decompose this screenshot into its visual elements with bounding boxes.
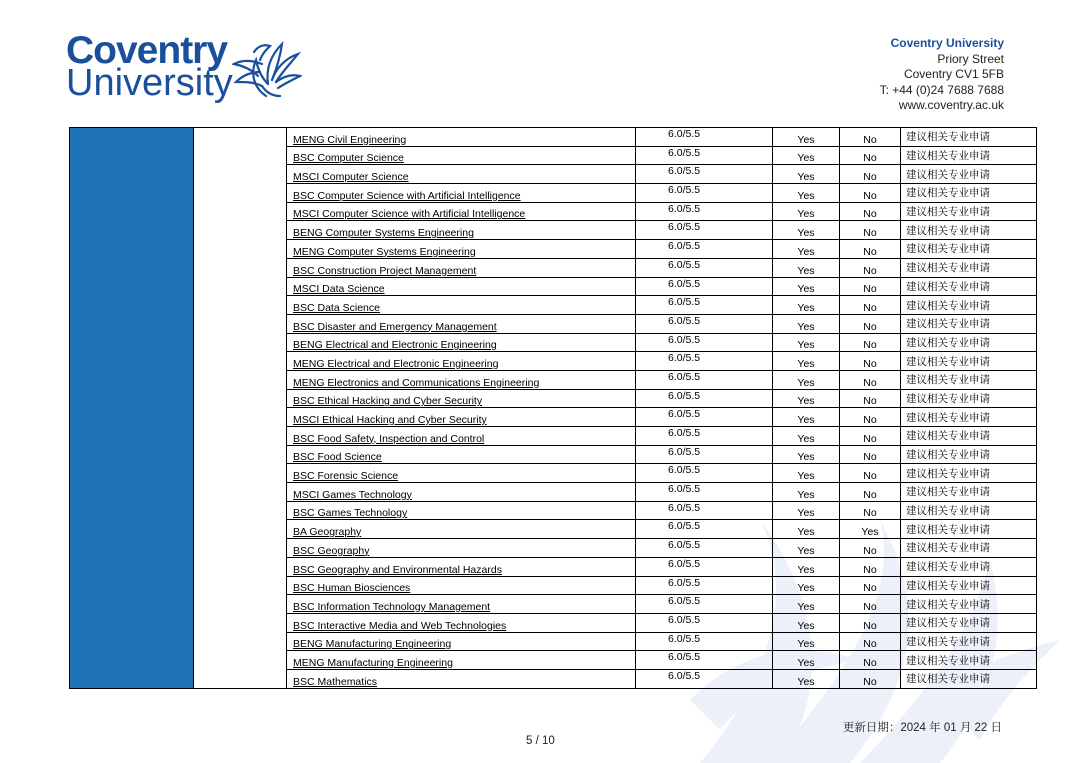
course-name: BSC Forensic Science bbox=[293, 470, 399, 483]
ielts-cell: 6.0/5.5 bbox=[636, 296, 773, 315]
course-name: BSC Computer Science with Artificial Intelligence bbox=[293, 189, 521, 202]
ielts-cell: 6.0/5.5 bbox=[636, 427, 773, 446]
pre-sessional-cell: No bbox=[840, 651, 901, 670]
foundation-cell: Yes bbox=[773, 408, 840, 427]
course-cell bbox=[287, 520, 636, 539]
ielts-cell: 6.0/5.5 bbox=[636, 352, 773, 371]
note-cell: 建议相关专业申请 bbox=[901, 576, 1037, 595]
note-cell: 建议相关专业申请 bbox=[901, 128, 1037, 147]
course-name: BSC Ethical Hacking and Cyber Security bbox=[293, 395, 483, 408]
foundation-cell: Yes bbox=[773, 613, 840, 632]
course-cell bbox=[287, 613, 636, 632]
note-cell: 建议相关专业申请 bbox=[901, 202, 1037, 221]
pre-sessional-cell: No bbox=[840, 184, 901, 203]
foundation-cell: Yes bbox=[773, 370, 840, 389]
ielts-cell: 6.0/5.5 bbox=[636, 651, 773, 670]
pre-sessional-cell: No bbox=[840, 613, 901, 632]
course-cell bbox=[287, 669, 636, 688]
ielts-cell: 6.0/5.5 bbox=[636, 240, 773, 259]
course-cell bbox=[287, 352, 636, 371]
foundation-cell: Yes bbox=[773, 651, 840, 670]
logo-text-university: University bbox=[66, 62, 233, 104]
pre-sessional-cell: No bbox=[840, 240, 901, 259]
foundation-cell: Yes bbox=[773, 146, 840, 165]
course-cell bbox=[287, 389, 636, 408]
note-cell: 建议相关专业申请 bbox=[901, 520, 1037, 539]
pre-sessional-cell: No bbox=[840, 408, 901, 427]
note-cell: 建议相关专业申请 bbox=[901, 352, 1037, 371]
course-name: BSC Computer Science bbox=[293, 152, 404, 165]
pre-sessional-cell: No bbox=[840, 501, 901, 520]
note-cell: 建议相关专业申请 bbox=[901, 333, 1037, 352]
foundation-cell: Yes bbox=[773, 184, 840, 203]
foundation-cell: Yes bbox=[773, 576, 840, 595]
foundation-cell: Yes bbox=[773, 464, 840, 483]
course-name: BSC Information Technology Management bbox=[293, 600, 491, 613]
note-cell: 建议相关专业申请 bbox=[901, 146, 1037, 165]
course-name: MENG Computer Systems Engineering bbox=[293, 245, 476, 258]
pre-sessional-cell: No bbox=[840, 539, 901, 558]
empty-side-cell bbox=[194, 128, 287, 689]
course-cell bbox=[287, 184, 636, 203]
pre-sessional-cell: No bbox=[840, 202, 901, 221]
note-cell: 建议相关专业申请 bbox=[901, 258, 1037, 277]
course-name: BSC Food Science bbox=[293, 451, 382, 464]
course-cell bbox=[287, 539, 636, 558]
note-cell: 建议相关专业申请 bbox=[901, 445, 1037, 464]
course-cell bbox=[287, 408, 636, 427]
course-name: MSCI Ethical Hacking and Cyber Security bbox=[293, 414, 487, 426]
note-cell: 建议相关专业申请 bbox=[901, 240, 1037, 259]
course-name: BSC Human Biosciences bbox=[293, 582, 411, 595]
course-name: BSC Data Science bbox=[293, 301, 380, 314]
pre-sessional-cell: No bbox=[840, 389, 901, 408]
ielts-cell: 6.0/5.5 bbox=[636, 202, 773, 221]
pre-sessional-cell: No bbox=[840, 165, 901, 184]
course-name: BENG Computer Systems Engineering bbox=[293, 227, 474, 240]
pre-sessional-cell: No bbox=[840, 333, 901, 352]
course-cell bbox=[287, 576, 636, 595]
note-cell: 建议相关专业申请 bbox=[901, 632, 1037, 651]
ielts-cell: 6.0/5.5 bbox=[636, 370, 773, 389]
course-cell bbox=[287, 146, 636, 165]
ielts-cell: 6.0/5.5 bbox=[636, 408, 773, 427]
ielts-cell: 6.0/5.5 bbox=[636, 595, 773, 614]
foundation-cell: Yes bbox=[773, 314, 840, 333]
course-cell bbox=[287, 651, 636, 670]
foundation-cell: Yes bbox=[773, 333, 840, 352]
note-cell: 建议相关专业申请 bbox=[901, 464, 1037, 483]
ielts-cell: 6.0/5.5 bbox=[636, 669, 773, 688]
foundation-cell: Yes bbox=[773, 258, 840, 277]
course-cell bbox=[287, 464, 636, 483]
course-cell bbox=[287, 258, 636, 277]
course-name: BENG Manufacturing Engineering bbox=[293, 638, 452, 651]
note-cell: 建议相关专业申请 bbox=[901, 557, 1037, 576]
ielts-cell: 6.0/5.5 bbox=[636, 501, 773, 520]
ielts-cell: 6.0/5.5 bbox=[636, 277, 773, 296]
course-cell bbox=[287, 445, 636, 464]
pre-sessional-cell: Yes bbox=[840, 520, 901, 539]
course-table bbox=[69, 127, 1037, 689]
note-cell: 建议相关专业申请 bbox=[901, 427, 1037, 446]
pre-sessional-cell: No bbox=[840, 557, 901, 576]
course-name: MSCI Data Science bbox=[293, 283, 385, 296]
note-cell: 建议相关专业申请 bbox=[901, 370, 1037, 389]
course-name: BSC Geography and Environmental Hazards bbox=[293, 563, 502, 576]
foundation-cell: Yes bbox=[773, 128, 840, 147]
ielts-cell: 6.0/5.5 bbox=[636, 165, 773, 184]
course-name: BSC Construction Project Management bbox=[293, 264, 477, 277]
ielts-cell: 6.0/5.5 bbox=[636, 333, 773, 352]
course-cell bbox=[287, 501, 636, 520]
course-cell bbox=[287, 202, 636, 221]
address-block bbox=[880, 36, 1004, 114]
course-name: BSC Interactive Media and Web Technologies bbox=[293, 619, 507, 632]
course-name: MSCI Computer Science bbox=[293, 171, 409, 184]
note-cell: 建议相关专业申请 bbox=[901, 408, 1037, 427]
foundation-cell: Yes bbox=[773, 389, 840, 408]
course-name: BENG Electrical and Electronic Engineering bbox=[293, 339, 497, 352]
course-cell bbox=[287, 221, 636, 240]
note-cell: 建议相关专业申请 bbox=[901, 595, 1037, 614]
ielts-cell: 6.0/5.5 bbox=[636, 221, 773, 240]
ielts-cell: 6.0/5.5 bbox=[636, 576, 773, 595]
foundation-cell: Yes bbox=[773, 483, 840, 502]
ielts-cell: 6.0/5.5 bbox=[636, 258, 773, 277]
course-cell bbox=[287, 296, 636, 315]
coventry-university-logo bbox=[66, 29, 233, 104]
course-name: MENG Electronics and Communications Engineering bbox=[293, 376, 540, 389]
note-cell: 建议相关专业申请 bbox=[901, 389, 1037, 408]
course-name: BSC Disaster and Emergency Management bbox=[293, 320, 497, 333]
course-name: MENG Electrical and Electronic Engineering bbox=[293, 357, 499, 370]
ielts-cell: 6.0/5.5 bbox=[636, 128, 773, 147]
note-cell: 建议相关专业申请 bbox=[901, 277, 1037, 296]
pre-sessional-cell: No bbox=[840, 669, 901, 688]
ielts-cell: 6.0/5.5 bbox=[636, 483, 773, 502]
foundation-cell: Yes bbox=[773, 595, 840, 614]
note-cell: 建议相关专业申请 bbox=[901, 613, 1037, 632]
note-cell: 建议相关专业申请 bbox=[901, 314, 1037, 333]
ielts-cell: 6.0/5.5 bbox=[636, 557, 773, 576]
course-cell bbox=[287, 427, 636, 446]
ielts-cell: 6.0/5.5 bbox=[636, 613, 773, 632]
address-city: Coventry CV1 5FB bbox=[903, 67, 1004, 81]
course-name: BSC Games Technology bbox=[293, 507, 408, 520]
course-cell bbox=[287, 128, 636, 147]
pre-sessional-cell: No bbox=[840, 632, 901, 651]
foundation-cell: Yes bbox=[773, 445, 840, 464]
course-name: MENG Civil Engineering bbox=[293, 133, 407, 146]
pre-sessional-cell: No bbox=[840, 483, 901, 502]
note-cell: 建议相关专业申请 bbox=[901, 184, 1037, 203]
foundation-cell: Yes bbox=[773, 277, 840, 296]
page-number: 5 / 10 bbox=[526, 735, 555, 747]
ielts-cell: 6.0/5.5 bbox=[636, 146, 773, 165]
ielts-cell: 6.0/5.5 bbox=[636, 314, 773, 333]
ielts-cell: 6.0/5.5 bbox=[636, 539, 773, 558]
foundation-cell: Yes bbox=[773, 669, 840, 688]
note-cell: 建议相关专业申请 bbox=[901, 501, 1037, 520]
pre-sessional-cell: No bbox=[840, 221, 901, 240]
logo-text-coventry: Coventry bbox=[66, 29, 228, 72]
course-cell bbox=[287, 595, 636, 614]
foundation-cell: Yes bbox=[773, 632, 840, 651]
table-row bbox=[70, 128, 1037, 147]
address-website[interactable]: www.coventry.ac.uk bbox=[898, 98, 1004, 112]
ielts-cell: 6.0/5.5 bbox=[636, 520, 773, 539]
foundation-cell: Yes bbox=[773, 557, 840, 576]
pre-sessional-cell: No bbox=[840, 296, 901, 315]
foundation-cell: Yes bbox=[773, 240, 840, 259]
foundation-cell: Yes bbox=[773, 520, 840, 539]
address-phone: T: +44 (0)24 7688 7688 bbox=[879, 82, 1004, 97]
pre-sessional-cell: No bbox=[840, 258, 901, 277]
note-cell: 建议相关专业申请 bbox=[901, 165, 1037, 184]
course-cell bbox=[287, 483, 636, 502]
blue-side-cell bbox=[70, 128, 194, 689]
address-street: Priory Street bbox=[937, 51, 1004, 66]
pre-sessional-cell: No bbox=[840, 352, 901, 371]
pre-sessional-cell: No bbox=[840, 576, 901, 595]
course-name: BA Geography bbox=[293, 526, 362, 539]
pre-sessional-cell: No bbox=[840, 595, 901, 614]
course-name: BSC Mathematics bbox=[293, 675, 378, 688]
course-cell bbox=[287, 333, 636, 352]
pre-sessional-cell: No bbox=[840, 464, 901, 483]
ielts-cell: 6.0/5.5 bbox=[636, 632, 773, 651]
note-cell: 建议相关专业申请 bbox=[901, 221, 1037, 240]
course-cell bbox=[287, 632, 636, 651]
pre-sessional-cell: No bbox=[840, 445, 901, 464]
pre-sessional-cell: No bbox=[840, 370, 901, 389]
note-cell: 建议相关专业申请 bbox=[901, 483, 1037, 502]
foundation-cell: Yes bbox=[773, 501, 840, 520]
foundation-cell: Yes bbox=[773, 352, 840, 371]
foundation-cell: Yes bbox=[773, 539, 840, 558]
ielts-cell: 6.0/5.5 bbox=[636, 464, 773, 483]
course-cell bbox=[287, 314, 636, 333]
pre-sessional-cell: No bbox=[840, 128, 901, 147]
course-cell bbox=[287, 277, 636, 296]
pre-sessional-cell: No bbox=[840, 314, 901, 333]
course-table-container bbox=[69, 127, 1037, 689]
course-name: BSC Food Safety, Inspection and Control bbox=[293, 432, 485, 445]
course-name: MENG Manufacturing Engineering bbox=[293, 656, 453, 669]
course-name: MSCI Games Technology bbox=[293, 488, 412, 501]
foundation-cell: Yes bbox=[773, 296, 840, 315]
foundation-cell: Yes bbox=[773, 427, 840, 446]
update-date: 更新日期：2024 年 01 月 22 日 bbox=[842, 722, 1002, 734]
course-table-body bbox=[70, 128, 1037, 689]
note-cell: 建议相关专业申请 bbox=[901, 651, 1037, 670]
foundation-cell: Yes bbox=[773, 221, 840, 240]
note-cell: 建议相关专业申请 bbox=[901, 539, 1037, 558]
course-cell bbox=[287, 240, 636, 259]
ielts-cell: 6.0/5.5 bbox=[636, 389, 773, 408]
course-name: BSC Geography bbox=[293, 544, 370, 557]
foundation-cell: Yes bbox=[773, 202, 840, 221]
pre-sessional-cell: No bbox=[840, 146, 901, 165]
course-name: MSCI Computer Science with Artificial Intelligence bbox=[293, 208, 526, 221]
course-cell bbox=[287, 370, 636, 389]
course-cell bbox=[287, 165, 636, 184]
pre-sessional-cell: No bbox=[840, 427, 901, 446]
pre-sessional-cell: No bbox=[840, 277, 901, 296]
note-cell: 建议相关专业申请 bbox=[901, 296, 1037, 315]
address-university-name: Coventry University bbox=[890, 36, 1004, 50]
foundation-cell: Yes bbox=[773, 165, 840, 184]
note-cell: 建议相关专业申请 bbox=[901, 669, 1037, 688]
phoenix-icon bbox=[232, 30, 302, 102]
ielts-cell: 6.0/5.5 bbox=[636, 184, 773, 203]
ielts-cell: 6.0/5.5 bbox=[636, 445, 773, 464]
course-cell bbox=[287, 557, 636, 576]
